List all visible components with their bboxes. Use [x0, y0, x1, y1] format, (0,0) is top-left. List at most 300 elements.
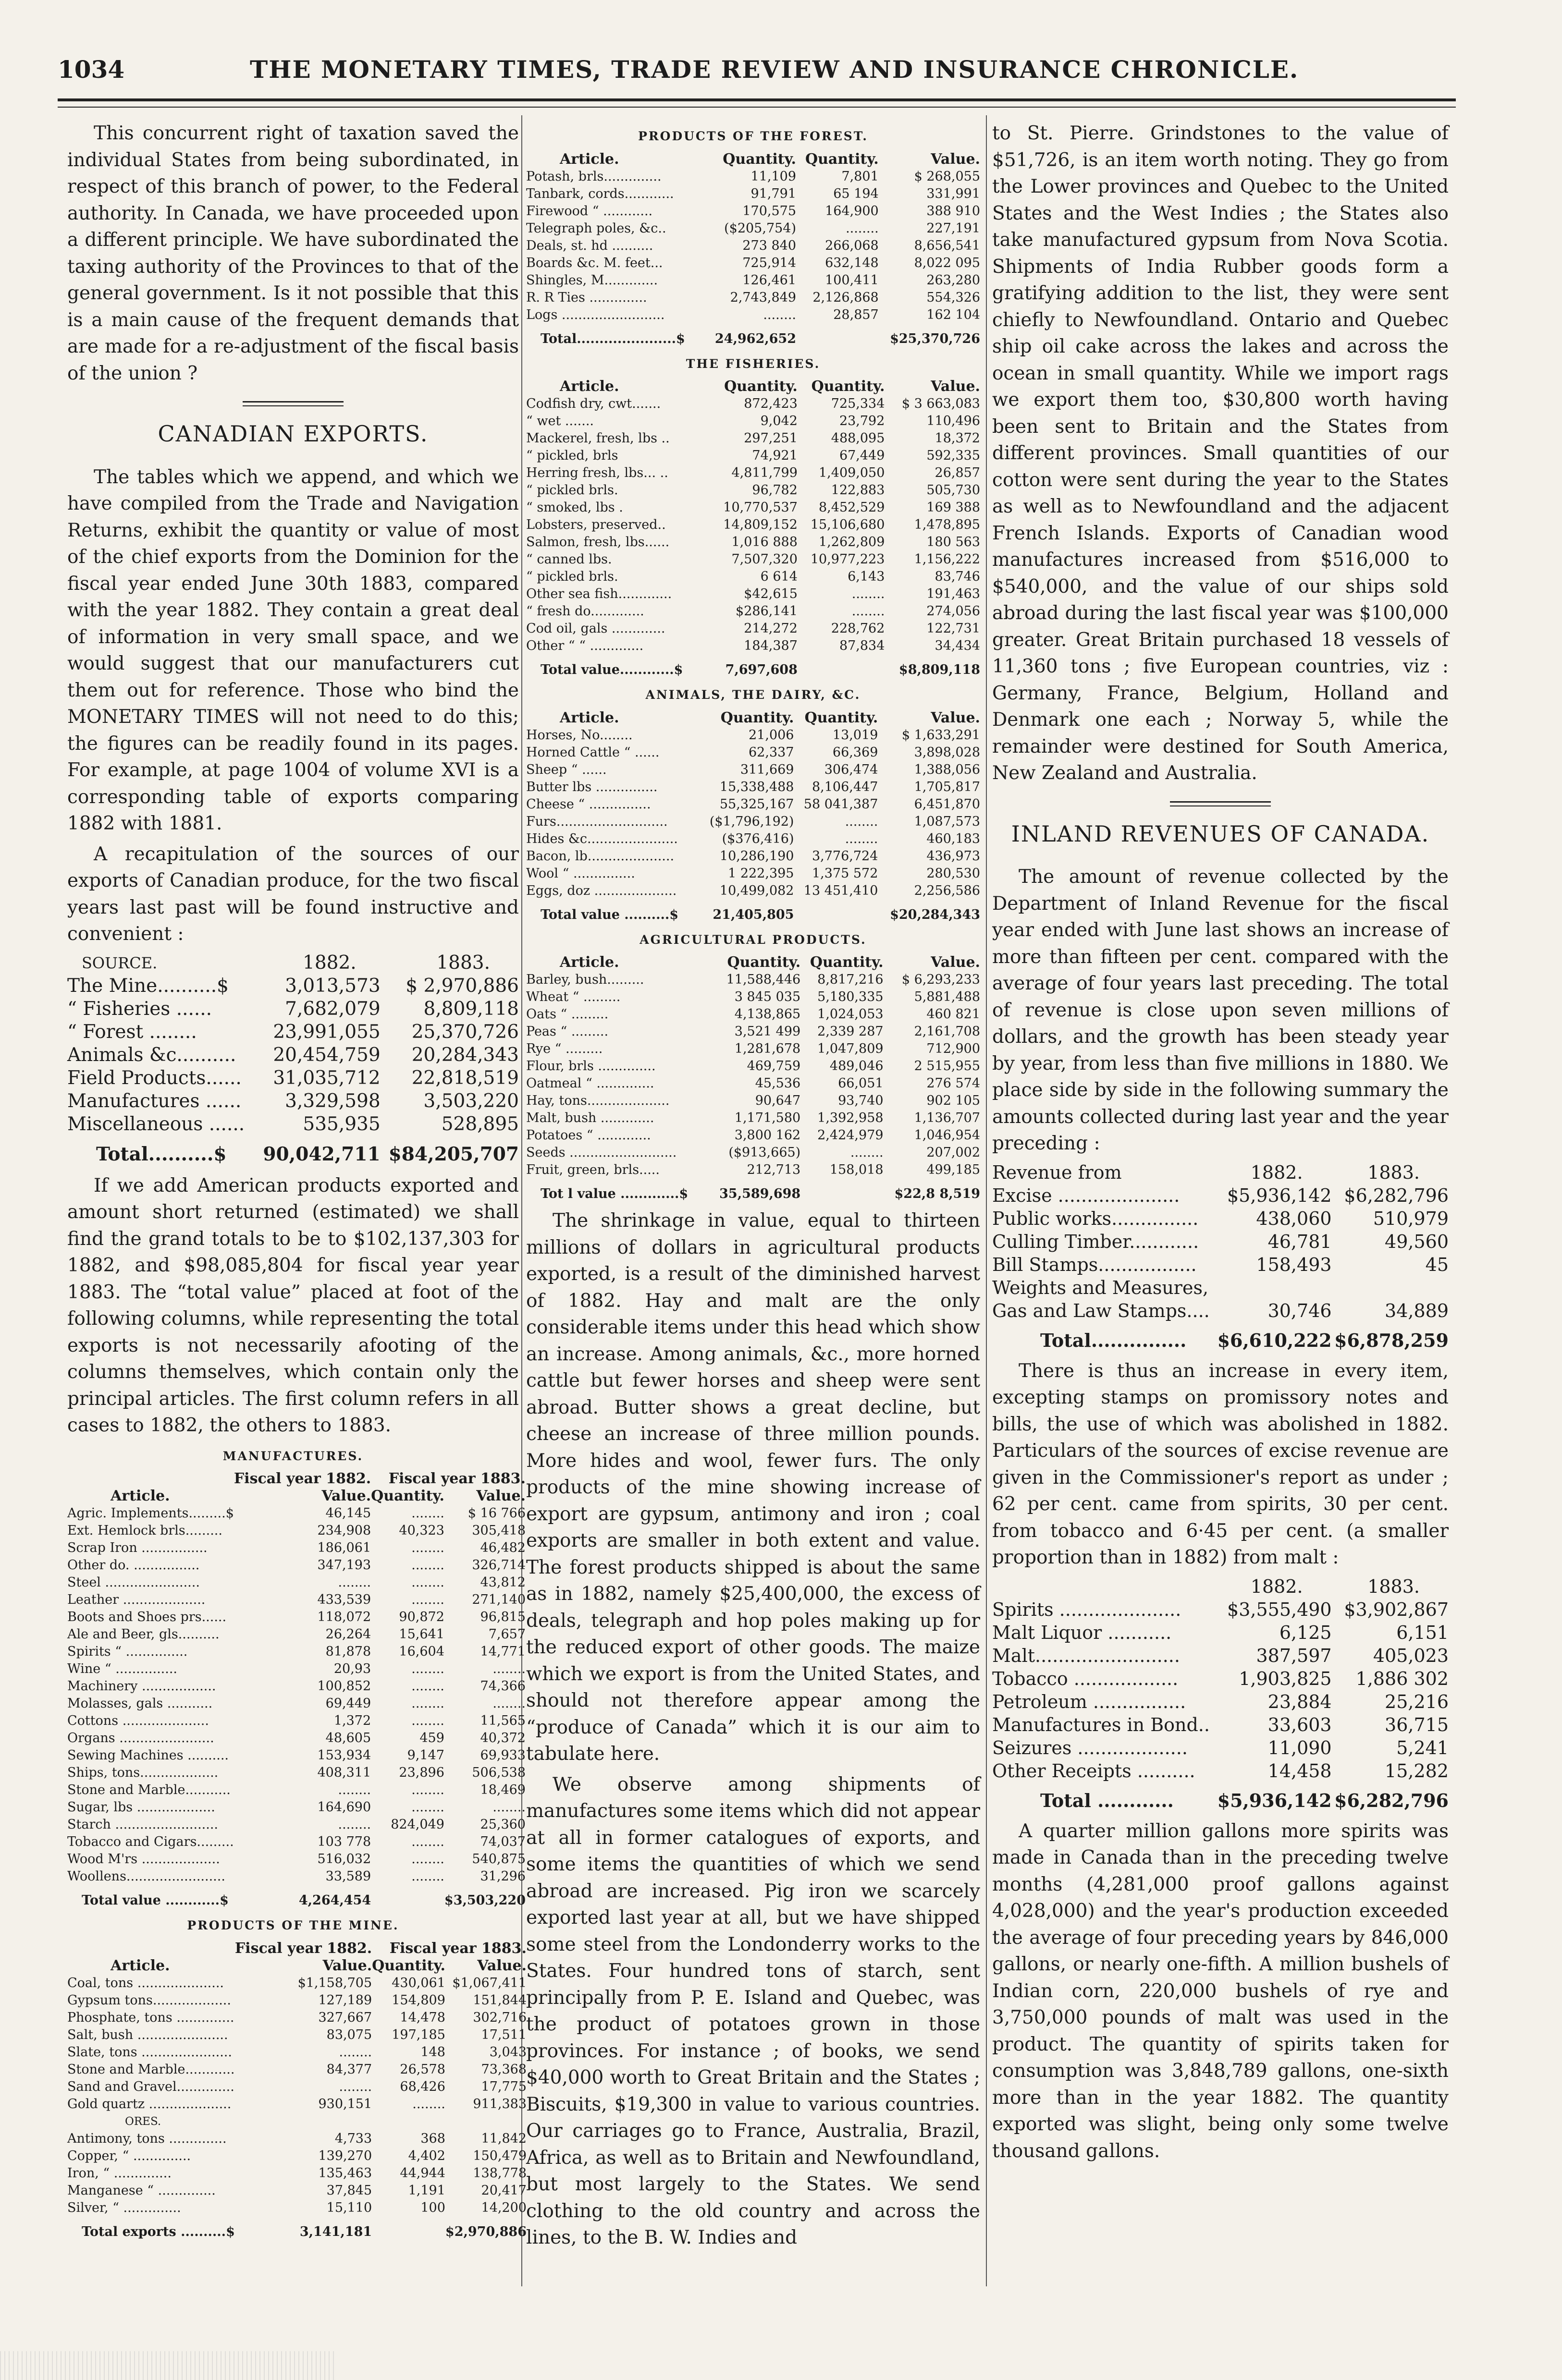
cell-value: 69,449	[325, 1696, 371, 1711]
table-row	[67, 1609, 526, 1626]
row-label: Wine “ ...............	[67, 1661, 177, 1676]
cell-value: ........	[846, 220, 879, 236]
col-header: Quantity.	[720, 709, 794, 726]
col-header: 1882.	[303, 952, 357, 974]
cell-value: 46,145	[325, 1506, 371, 1521]
row-label: Malt.........................	[992, 1645, 1180, 1666]
section-title-inland-revenues: INLAND REVENUES OF CANADA.	[1011, 820, 1430, 847]
row-label: Stone and Marble............	[67, 2062, 235, 2077]
cell-value: 103 778	[317, 1834, 371, 1849]
table-row	[67, 2148, 527, 2165]
total-value: 3,141,181	[299, 2224, 372, 2239]
cell-value: $3,902,867	[1344, 1599, 1449, 1620]
row-label: Iron, “ ..............	[67, 2165, 172, 2181]
agricultural-table	[526, 954, 980, 1203]
table-row	[67, 1113, 519, 1136]
table-row	[992, 1713, 1449, 1736]
col-header: Article.	[111, 1957, 170, 1974]
cell-value: 712,900	[926, 1041, 980, 1056]
cell-value: 3,800 162	[734, 1128, 801, 1143]
cell-value: 25,360	[480, 1817, 526, 1832]
cell-value: ($376,416)	[722, 831, 794, 846]
row-label: Sheep “ ......	[526, 762, 607, 777]
table-row	[526, 499, 980, 516]
col-header: Fiscal year 1882.	[234, 1940, 372, 1957]
cell-value: 184,387	[744, 638, 798, 653]
table-row	[526, 220, 980, 237]
table-row	[526, 395, 980, 413]
table-row	[526, 865, 980, 882]
cell-value: 135,463	[318, 2165, 372, 2181]
cell-value: 20,417	[481, 2183, 527, 2198]
cell-value: 460,183	[926, 831, 980, 846]
cell-value: 126,461	[742, 272, 797, 288]
cell-value: $ 2,970,886	[406, 975, 519, 997]
cell-value: 4,733	[334, 2131, 372, 2146]
cell-value: 158,018	[829, 1162, 884, 1177]
cell-value: 96,815	[480, 1610, 526, 1624]
row-label: Ext. Hemlock brls.........	[67, 1523, 222, 1538]
cell-value: ........	[411, 1869, 444, 1884]
column-2	[526, 120, 980, 2255]
cell-value: 55,325,167	[719, 796, 794, 812]
row-label: Scrap Iron ................	[67, 1540, 208, 1555]
total-value: $5,936,142	[1217, 1789, 1332, 1811]
table-row	[992, 1759, 1449, 1782]
cell-value: 20,93	[333, 1661, 371, 1676]
cell-value: $5,936,142	[1227, 1184, 1332, 1206]
row-label: Culling Timber............	[992, 1231, 1199, 1252]
cell-value: 46,781	[1267, 1231, 1332, 1252]
col-header: Fiscal year 1883.	[388, 1470, 526, 1487]
cell-value: ........	[763, 307, 797, 322]
row-label: Seizures ...................	[992, 1737, 1188, 1758]
cell-value: 368	[420, 2131, 445, 2146]
cell-value: $ 16 766	[467, 1506, 526, 1521]
cell-value: 43,812	[480, 1575, 526, 1590]
cell-value: 592,335	[926, 448, 980, 463]
cell-value: 266,068	[825, 238, 879, 253]
cell-value: 3,898,028	[914, 745, 980, 760]
col-header: Value.	[477, 1957, 527, 1974]
row-label: Bill Stamps.................	[992, 1254, 1197, 1275]
cell-value: 6 614	[760, 569, 798, 584]
col-header: Quantity.	[811, 378, 885, 395]
row-label: Cod oil, gals .............	[526, 621, 665, 636]
cell-value: 7,507,320	[731, 552, 798, 567]
table-row	[526, 830, 980, 848]
row-label: Field Products......	[67, 1067, 242, 1089]
col-header: 1883.	[1367, 1161, 1420, 1183]
table-row	[67, 975, 519, 998]
table-row	[67, 1730, 526, 1747]
table-row	[67, 1782, 526, 1799]
cell-value: 26,578	[400, 2062, 445, 2077]
table-row	[67, 1816, 526, 1833]
cell-value: 433,539	[317, 1592, 371, 1607]
cell-value: 8,106,447	[812, 779, 878, 794]
cell-value: 438,060	[1256, 1208, 1332, 1229]
cell-value: 632,148	[825, 255, 879, 270]
table-row	[526, 185, 980, 203]
cell-value: 74,366	[480, 1679, 526, 1694]
row-label: Salt, bush ......................	[67, 2027, 228, 2042]
table-row	[526, 534, 980, 551]
table-row	[67, 2078, 527, 2096]
row-label: Horned Cattle “ ......	[526, 745, 660, 760]
cell-value: 11,588,446	[726, 972, 801, 987]
cell-value: 1,409,050	[819, 465, 885, 480]
row-label: Animals &c..........	[67, 1044, 236, 1066]
table-row	[67, 1522, 526, 1539]
row-label: Telegraph poles, &c..	[526, 220, 666, 236]
row-label: Malt Liquor ...........	[992, 1622, 1172, 1643]
cell-value: ........	[411, 1800, 444, 1815]
cell-value: 1,024,053	[817, 1007, 884, 1022]
cell-value: 15,106,680	[810, 517, 885, 532]
revenue-paragraph-1: The amount of revenue collected by the Department of Inland Revenue for the fiscal year ended with June last shows an increase of more than fifteen per cent. compared with the average of four years last preceding. The total of revenue is close upon seven millions of dollars, and the growth has been steady year by year, from less than five millions in 1880. We place side by side in the following summary the amounts collected during last year and the year preceding :	[992, 866, 1449, 1154]
cell-value: 62,337	[749, 745, 794, 760]
row-label: Tobacco ..................	[992, 1668, 1179, 1689]
cell-value: $ 268,055	[914, 169, 980, 184]
cell-value: $6,282,796	[1344, 1184, 1449, 1206]
cell-value: 1,392,958	[817, 1111, 884, 1125]
total-value: 21,405,805	[713, 907, 794, 922]
cell-value: 8,022 095	[914, 255, 980, 270]
total-label: Total value............$	[541, 662, 683, 677]
cell-value: 34,434	[935, 638, 980, 653]
manufactures-paragraph: We observe among shipments of manufactures some items which did not appear at all in former catalogues of exports, and some items the quantities of which we send abroad are increased. Pig iron we scarcely exported last year at all, but we have shipped some steel from the Londonderry works to the States. Four hundred tons of starch, sent principally from P. E. Island and Quebec, was the product of potatoes grown in those provinces. For instance ; of books, we send $40,000 worth to Great Britain and the States ; Biscuits, $19,300 in value to various countries. Our carriages go to France, Australia, Brazil, Africa, as well as to Britain and Newfoundland, but most largely to the States. We send clothing to the old country and across the lines, to the B. W. Indies and	[526, 1773, 980, 2248]
table-row	[526, 761, 980, 779]
row-label: Petroleum ................	[992, 1691, 1186, 1712]
col-header: Quantity.	[804, 709, 878, 726]
cell-value: 271,140	[472, 1592, 526, 1607]
total-label: Total ............	[1040, 1789, 1174, 1811]
cell-value: $ 6,293,233	[901, 972, 980, 987]
cell-value: 164,690	[317, 1800, 371, 1815]
cell-value: ........	[845, 814, 878, 829]
row-label: Firewood “ ............	[526, 203, 653, 219]
cell-value: 15,338,488	[719, 779, 794, 794]
table-row	[526, 255, 980, 272]
cell-value: 148	[420, 2044, 445, 2060]
cell-value: ........	[411, 1852, 444, 1867]
cell-value: ........	[339, 2079, 372, 2094]
cell-value: 33,589	[325, 1869, 371, 1884]
cell-value: 66,051	[838, 1076, 884, 1091]
row-label: Hides &c......................	[526, 831, 678, 846]
row-label: Ale and Beer, gls..........	[67, 1627, 220, 1642]
cell-value: 162 104	[926, 307, 980, 322]
cell-value: 506,538	[472, 1765, 526, 1780]
cell-value: 1,262,809	[819, 535, 885, 549]
cell-value: 1,478,895	[914, 517, 980, 532]
table-row	[526, 1006, 980, 1023]
cell-value: 214,272	[744, 621, 798, 636]
cell-value: 58 041,387	[803, 796, 878, 812]
cell-value: 911,383	[473, 2096, 527, 2111]
cell-value: 91,791	[750, 186, 797, 201]
row-label: Furs...........................	[526, 814, 668, 829]
cell-value: 33,603	[1267, 1714, 1332, 1735]
cell-value: 23,792	[839, 414, 885, 428]
cell-value: 725,914	[742, 255, 797, 270]
table-row	[526, 1058, 980, 1075]
row-label: Other sea fish.............	[526, 586, 672, 601]
cell-value: 311,669	[740, 762, 794, 777]
cell-value: 164,900	[825, 203, 879, 219]
row-label: Antimony, tons ..............	[67, 2131, 227, 2146]
table-row	[526, 779, 980, 796]
fisheries-table	[526, 378, 980, 679]
cell-value: 7,801	[841, 169, 879, 184]
row-label: Mackerel, fresh, lbs ..	[526, 431, 670, 446]
row-label: Weights and Measures,	[992, 1277, 1209, 1298]
total-value: 7,697,608	[725, 662, 798, 677]
col-header: 1882.	[1250, 1161, 1303, 1183]
row-label: Ships, tons...................	[67, 1765, 219, 1780]
cell-value: 1,016 888	[731, 535, 798, 549]
cell-value: 44,944	[400, 2165, 445, 2181]
row-label: Sugar, lbs ...................	[67, 1800, 215, 1815]
cell-value: 2,161,708	[914, 1024, 980, 1039]
row-label: Sewing Machines ..........	[67, 1748, 229, 1763]
row-label: Wheat “ .........	[526, 989, 621, 1004]
cell-value: 1,046,954	[914, 1128, 980, 1143]
cell-value: $1,158,705	[297, 1975, 372, 1990]
cell-value: 45	[1425, 1254, 1449, 1275]
col-header: Fiscal year 1882.	[234, 1470, 371, 1487]
cell-value: 180 563	[926, 535, 980, 549]
row-label: Manufactures ......	[67, 1090, 242, 1112]
cell-value: 31,296	[480, 1869, 526, 1884]
cell-value: ........	[411, 1661, 444, 1676]
mine-table	[67, 1940, 527, 2241]
col-header: Article.	[111, 1488, 170, 1504]
row-label: Codfish dry, cwt.......	[526, 396, 661, 411]
cell-value: 8,809,118	[423, 998, 519, 1020]
cell-value: 872,423	[744, 396, 798, 411]
row-label: Potatoes “ .............	[526, 1128, 651, 1143]
total-value: 90,042,711	[263, 1143, 381, 1165]
row-label: Bacon, lb.....................	[526, 848, 675, 864]
table-title: THE FISHERIES.	[686, 356, 821, 371]
table-row	[67, 1992, 527, 2009]
row-label: Wool “ ...............	[526, 866, 635, 881]
table-row	[67, 1799, 526, 1816]
cell-value: ........	[411, 1506, 444, 1521]
intro-paragraph: This concurrent right of taxation saved the individual States from being subordinated, in respect of this branch of power, to the Federal authority. In Canada, we have proceeded upon a different principle. We have subordinated the taxing authority of the Provinces to that of the general government. Is it not possible that this is a main cause of the frequent demands that are made for a re-adjustment of the fiscal basis of the union ?	[67, 122, 519, 384]
cell-value: 2,339 287	[817, 1024, 884, 1039]
cell-value: 3,013,573	[285, 975, 381, 997]
table-row	[526, 272, 980, 289]
cell-value: 1,375 572	[812, 866, 878, 881]
cell-value: 405,023	[1373, 1645, 1449, 1666]
row-label: Boards &c. M. feet...	[526, 255, 663, 270]
cell-value: 16,604	[399, 1644, 444, 1659]
cell-value: 28,857	[833, 307, 879, 322]
cell-value: 297,251	[744, 431, 798, 446]
cell-value: 331,991	[926, 186, 980, 201]
cell-value: 327,667	[318, 2010, 372, 2025]
col-header: Quantity.	[371, 1488, 444, 1504]
row-label: Malt, bush .............	[526, 1111, 654, 1125]
cell-value: 725,334	[831, 396, 885, 411]
table-row	[67, 1660, 526, 1678]
cell-value: 34,889	[1385, 1300, 1449, 1321]
cell-value: 1,136,707	[914, 1111, 980, 1125]
cell-value: 7,657	[488, 1627, 526, 1642]
table-row	[67, 2061, 527, 2078]
cell-value: 234,908	[317, 1523, 371, 1538]
cell-value	[1215, 1276, 1331, 1299]
cell-value: $1,067,411	[452, 1975, 527, 1990]
row-label: Tanbark, cords............	[526, 186, 674, 201]
table-row	[67, 2182, 527, 2199]
cell-value: 4,138,865	[734, 1007, 801, 1022]
total-value: $25,370,726	[890, 331, 980, 346]
cell-value: 460 821	[926, 1007, 980, 1022]
cell-value: 535,935	[303, 1113, 381, 1135]
total-label: Total......................$	[541, 331, 685, 346]
row-label: “ Fisheries ......	[67, 998, 212, 1020]
cell-value: 100,411	[825, 272, 879, 288]
table-row	[526, 727, 980, 744]
table-row	[67, 2026, 527, 2044]
table-row	[526, 289, 980, 306]
cell-value: 326,714	[472, 1558, 526, 1573]
cell-value: ........	[411, 1696, 444, 1711]
row-label: Boots and Shoes prs......	[67, 1610, 227, 1624]
cell-value: 516,032	[317, 1852, 371, 1867]
cell-value: 15,641	[399, 1627, 444, 1642]
col-header: 1883.	[436, 952, 490, 974]
cell-value: 186,061	[317, 1540, 371, 1555]
table-row	[526, 430, 980, 447]
cell-value: 11,842	[481, 2131, 527, 2146]
total-label: Total value ............$	[82, 1893, 229, 1908]
cell-value: 81,878	[325, 1644, 371, 1659]
exports-paragraph-2: A recapitulation of the sources of our exports of Canadian produce, for the two fiscal years last past will be found instructive and convenient :	[67, 843, 519, 945]
cell-value: 127,189	[318, 1992, 372, 2008]
col-header: 1883.	[1367, 1575, 1420, 1597]
cell-value	[1332, 1276, 1449, 1299]
row-label: Deals, st. hd ..........	[526, 238, 653, 253]
row-label: “ wet .......	[526, 414, 594, 428]
paper-edge-damage	[0, 2351, 336, 2380]
total-label: Total...............	[1040, 1329, 1187, 1351]
cell-value: 90,647	[755, 1093, 801, 1108]
cell-value: 110,496	[926, 414, 980, 428]
cell-value: 902 105	[926, 1093, 980, 1108]
cell-value: 40,323	[399, 1523, 444, 1538]
cell-value: 170,575	[742, 203, 797, 219]
cell-value: $ 1,633,291	[901, 727, 980, 743]
cell-value: 122,731	[926, 621, 980, 636]
cell-value: 505,730	[926, 483, 980, 498]
cell-value: 66,369	[832, 745, 878, 760]
table-row	[526, 306, 980, 324]
table-row	[526, 516, 980, 534]
cell-value: 68,426	[400, 2079, 445, 2094]
table-row	[526, 413, 980, 430]
col-header: Value.	[321, 1488, 371, 1504]
cell-value: 14,478	[400, 2010, 445, 2025]
table-row	[526, 744, 980, 761]
table-row	[526, 464, 980, 482]
column-3	[992, 120, 1449, 2168]
row-label: “ smoked, lbs .	[526, 500, 623, 515]
cell-value: 14,200	[481, 2200, 527, 2215]
row-label: Phosphate, tons ..............	[67, 2010, 234, 2025]
cell-value: 100	[420, 2200, 445, 2215]
cell-value: 18,469	[480, 1782, 526, 1797]
table-row	[992, 1230, 1449, 1253]
cell-value: 347,193	[317, 1558, 371, 1573]
row-label: Potash, brls..............	[526, 169, 662, 184]
total-value: 4,264,454	[298, 1893, 371, 1908]
cell-value: ........	[411, 1592, 444, 1607]
cell-value: 9,147	[407, 1748, 444, 1763]
table-row	[992, 1207, 1449, 1230]
table-row	[67, 1626, 526, 1643]
table-row	[526, 1144, 980, 1161]
table-row	[992, 1644, 1449, 1667]
col-header: Value.	[931, 378, 980, 395]
cell-value: 274,056	[926, 604, 980, 619]
cell-value: 2 515,955	[914, 1059, 980, 1074]
cell-value: 14,458	[1267, 1760, 1332, 1782]
table-row	[526, 551, 980, 568]
row-label: Horses, No........	[526, 727, 633, 743]
cell-value: 26,857	[935, 465, 980, 480]
cell-value: 25,216	[1385, 1691, 1449, 1712]
cell-value: 23,991,055	[273, 1021, 381, 1043]
section-rule	[1170, 801, 1271, 806]
total-value: $8,809,118	[898, 662, 980, 677]
cell-value: 23,884	[1267, 1691, 1332, 1712]
cell-value: 824,049	[391, 1817, 444, 1832]
row-label: Copper, “ ..............	[67, 2148, 191, 2163]
cell-value: 5,180,335	[817, 989, 884, 1004]
cell-value: ........	[850, 1145, 884, 1160]
table-row	[526, 1040, 980, 1058]
masthead-title: THE MONETARY TIMES, TRADE REVIEW AND INSURANCE CHRONICLE.	[250, 55, 1299, 84]
row-label: Herring fresh, lbs... ..	[526, 465, 668, 480]
cell-value: 10,499,082	[719, 883, 794, 898]
row-label: Other Receipts ..........	[992, 1760, 1195, 1782]
table-row	[67, 1044, 519, 1067]
cell-value: 10,286,190	[719, 848, 794, 864]
cell-value: 3 845 035	[734, 989, 801, 1004]
cell-value: 138,778	[473, 2165, 527, 2181]
cell-value: 1,886 302	[1355, 1668, 1449, 1689]
cell-value: ........	[411, 1575, 444, 1590]
cell-value: 2,256,586	[914, 883, 980, 898]
cell-value: 3,329,598	[285, 1090, 381, 1112]
cell-value: $286,141	[736, 604, 798, 619]
table-row	[67, 1090, 519, 1113]
row-label: Eggs, doz ....................	[526, 883, 677, 898]
col-header: Quantity.	[372, 1957, 445, 1974]
row-label: Excise .....................	[992, 1184, 1180, 1206]
cell-value: ........	[339, 2044, 372, 2060]
row-label: Other “ “ .............	[526, 638, 644, 653]
cell-value: 21,006	[749, 727, 794, 743]
cell-value: 1,087,573	[914, 814, 980, 829]
col-header: Value.	[476, 1488, 526, 1504]
col-header: Article.	[560, 709, 619, 726]
